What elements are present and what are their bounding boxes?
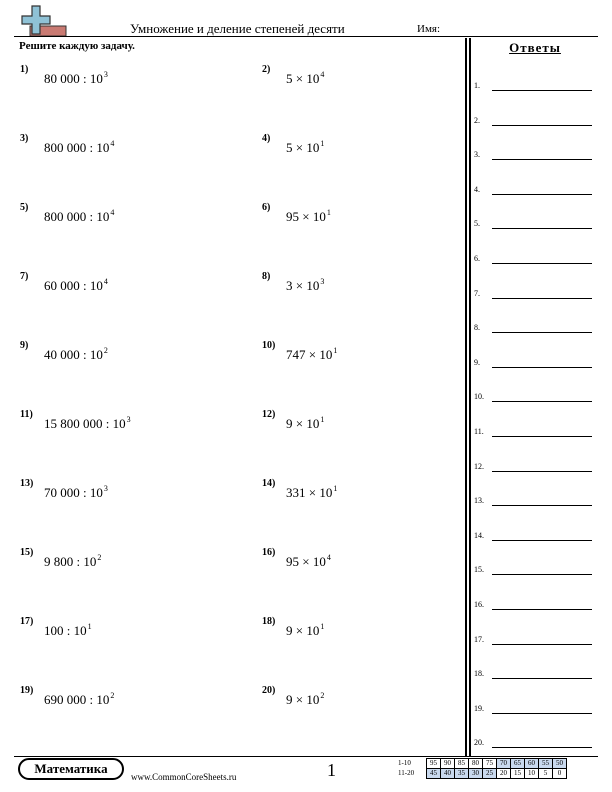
expression-base: 9 × 10 [286, 416, 320, 431]
exponent: 1 [87, 622, 92, 631]
answer-row [474, 148, 592, 160]
score-cell: 60 [525, 759, 539, 769]
problem-expression [44, 484, 108, 501]
page-number: 1 [327, 760, 336, 780]
answers-title: Ответы [509, 40, 561, 55]
expression-base: 5 × 10 [286, 140, 320, 155]
exponent: 3 [320, 277, 325, 286]
problem-expression [44, 70, 108, 87]
problem-number: 15) [20, 547, 34, 558]
answer-blank[interactable] [492, 367, 592, 368]
expression-base: 9 × 10 [286, 692, 320, 707]
page-title: Умножение и деление степеней десяти [130, 21, 345, 36]
expression-base: 800 000 : 10 [44, 140, 110, 155]
score-cell: 40 [441, 769, 455, 779]
problem-expression [44, 346, 108, 363]
problem-expression [44, 415, 131, 432]
score-row [396, 769, 567, 779]
expression-base: 331 × 10 [286, 485, 333, 500]
exponent: 2 [320, 691, 325, 700]
exponent: 4 [320, 70, 325, 79]
subject-badge: Математика [18, 758, 124, 780]
exponent: 1 [320, 622, 325, 631]
expression-base: 3 × 10 [286, 278, 320, 293]
problem-expression [286, 484, 337, 501]
answer-row [474, 633, 592, 645]
answer-number: 17. [474, 634, 484, 644]
expression-base: 15 800 000 : 10 [44, 416, 126, 431]
answer-number: 16. [474, 600, 484, 609]
problem-number: 3) [20, 133, 29, 144]
problem-number: 16) [262, 547, 276, 558]
score-cell: 10 [525, 769, 539, 779]
problem-number: 6) [262, 202, 271, 213]
score-cell: 70 [497, 759, 511, 769]
expression-base: 9 × 10 [286, 623, 320, 638]
exponent: 4 [110, 208, 115, 217]
answer-blank[interactable] [492, 263, 592, 264]
answer-row [474, 183, 592, 195]
answer-number: 18. [474, 669, 484, 679]
expression-base: 95 × 10 [286, 209, 326, 224]
answer-row [474, 79, 592, 91]
problem-expression [286, 208, 331, 225]
problem-expression [286, 553, 331, 570]
answer-number: 3. [474, 150, 480, 160]
problem-expression [286, 691, 324, 708]
answer-number: 1. [474, 81, 480, 90]
answer-number: 4. [474, 184, 480, 194]
score-cell: 75 [483, 759, 497, 769]
answer-number: 2. [474, 115, 480, 125]
score-row [396, 759, 567, 769]
problem-expression [286, 139, 324, 156]
answer-row [474, 114, 592, 126]
expression-base: 80 000 : 10 [44, 71, 103, 86]
expression-base: 95 × 10 [286, 554, 326, 569]
exponent: 3 [103, 484, 108, 493]
answer-blank[interactable] [492, 540, 592, 541]
problem-expression [44, 622, 92, 639]
answer-row [474, 287, 592, 299]
problem-expression [286, 277, 324, 294]
answer-number: 14. [474, 530, 484, 540]
header-divider [14, 36, 598, 37]
problem-number: 11) [20, 409, 33, 420]
exponent: 2 [103, 346, 108, 355]
score-cell: 0 [553, 769, 567, 779]
answer-row [474, 494, 592, 506]
answer-number: 15. [474, 565, 484, 575]
answer-number: 8. [474, 323, 480, 333]
name-label: Имя: [417, 23, 441, 35]
problem-expression [44, 277, 108, 294]
answer-blank[interactable] [492, 159, 592, 160]
answer-number: 6. [474, 254, 480, 263]
answer-number: 9. [474, 357, 480, 367]
expression-base: 40 000 : 10 [44, 347, 103, 362]
problem-number: 7) [20, 271, 29, 282]
problem-number: 17) [20, 616, 34, 627]
problem-expression [44, 139, 114, 156]
answer-blank[interactable] [492, 747, 592, 748]
answer-row [474, 702, 592, 714]
problem-number: 20) [262, 685, 276, 696]
score-cell: 20 [497, 769, 511, 779]
answer-row [474, 736, 592, 748]
answer-blank[interactable] [492, 401, 592, 402]
score-cell: 95 [427, 759, 441, 769]
site-url: www.CommonCoreSheets.ru [131, 772, 237, 782]
score-cell: 25 [483, 769, 497, 779]
exponent: 1 [320, 139, 325, 148]
problem-expression [44, 208, 114, 225]
problem-number: 9) [20, 340, 29, 351]
expression-base: 100 : 10 [44, 623, 87, 638]
answer-blank[interactable] [492, 194, 592, 195]
score-cell: 5 [539, 769, 553, 779]
plus-and-minus-logo-icon [18, 4, 68, 38]
expression-base: 800 000 : 10 [44, 209, 110, 224]
answer-number: 19. [474, 703, 484, 713]
problem-expression [286, 346, 337, 363]
problem-expression [44, 553, 101, 570]
problem-expression [286, 70, 324, 87]
answer-number: 13. [474, 496, 484, 506]
expression-base: 5 × 10 [286, 71, 320, 86]
score-cell: 55 [539, 759, 553, 769]
answer-blank[interactable] [492, 609, 592, 610]
answer-row [474, 321, 592, 333]
answer-number: 11. [474, 427, 484, 436]
exponent: 1 [320, 415, 325, 424]
score-cell: 50 [553, 759, 567, 769]
problem-number: 1) [20, 64, 29, 75]
exponent: 2 [97, 553, 102, 562]
expression-base: 60 000 : 10 [44, 278, 103, 293]
score-cell: 30 [469, 769, 483, 779]
answer-blank[interactable] [492, 505, 592, 506]
exponent: 3 [103, 70, 108, 79]
problem-number: 13) [20, 478, 34, 489]
answer-blank[interactable] [492, 678, 592, 679]
problem-number: 8) [262, 271, 271, 282]
answer-row [474, 425, 592, 437]
problem-number: 4) [262, 133, 271, 144]
score-cell: 15 [511, 769, 525, 779]
problem-expression [286, 622, 324, 639]
exponent: 1 [333, 346, 338, 355]
answer-number: 7. [474, 288, 480, 298]
score-cell: 45 [427, 769, 441, 779]
answer-blank[interactable] [492, 332, 592, 333]
answer-row [474, 667, 592, 679]
problem-number: 18) [262, 616, 276, 627]
expression-base: 747 × 10 [286, 347, 333, 362]
expression-base: 690 000 : 10 [44, 692, 110, 707]
problem-expression [44, 691, 114, 708]
score-range-label: 1-10 [398, 759, 411, 767]
answer-blank[interactable] [492, 471, 592, 472]
exponent: 1 [333, 484, 338, 493]
expression-base: 9 800 : 10 [44, 554, 97, 569]
score-cell: 35 [455, 769, 469, 779]
problem-number: 12) [262, 409, 276, 420]
answer-number: 12. [474, 461, 484, 471]
answer-row [474, 252, 592, 264]
answer-row [474, 356, 592, 368]
answer-blank[interactable] [492, 644, 592, 645]
problem-number: 2) [262, 64, 271, 75]
exponent: 4 [326, 553, 331, 562]
answer-number: 5. [474, 219, 480, 229]
footer-divider [14, 756, 598, 757]
score-cell: 90 [441, 759, 455, 769]
score-range-label: 11-20 [398, 769, 415, 777]
answer-blank[interactable] [492, 713, 592, 714]
answer-row [474, 390, 592, 402]
score-table [396, 758, 567, 779]
problem-number: 10) [262, 340, 276, 351]
score-cell: 80 [469, 759, 483, 769]
answer-column-divider [469, 38, 471, 756]
exponent: 4 [103, 277, 108, 286]
answer-number: 20. [474, 738, 484, 748]
instructions: Решите каждую задачу. [19, 40, 135, 52]
answer-column-divider [465, 38, 467, 756]
answer-number: 10. [474, 392, 484, 402]
exponent: 4 [110, 139, 115, 148]
problem-number: 19) [20, 685, 34, 696]
answer-row [474, 217, 592, 229]
score-cell: 65 [511, 759, 525, 769]
answer-blank[interactable] [492, 90, 592, 91]
answer-row [474, 563, 592, 575]
answer-row [474, 529, 592, 541]
exponent: 1 [326, 208, 331, 217]
exponent: 2 [110, 691, 115, 700]
problem-expression [286, 415, 324, 432]
expression-base: 70 000 : 10 [44, 485, 103, 500]
problem-number: 5) [20, 202, 29, 213]
problem-number: 14) [262, 478, 276, 489]
answer-blank[interactable] [492, 228, 592, 229]
answer-blank[interactable] [492, 298, 592, 299]
exponent: 3 [126, 415, 131, 424]
answer-row [474, 598, 592, 610]
answer-row [474, 460, 592, 472]
answer-blank[interactable] [492, 574, 592, 575]
answer-blank[interactable] [492, 436, 592, 437]
answer-blank[interactable] [492, 125, 592, 126]
score-cell: 85 [455, 759, 469, 769]
